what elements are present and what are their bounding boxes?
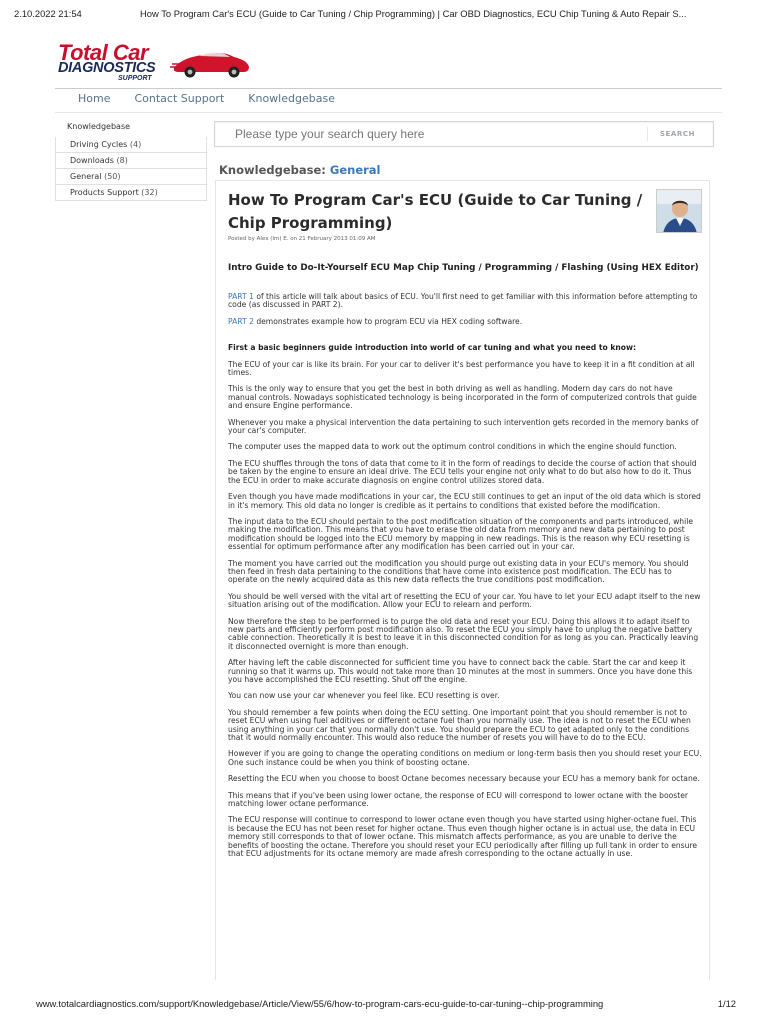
main-nav [78,92,359,105]
breadcrumb-category-link[interactable]: General [329,163,381,177]
sidebar-item-count: (8) [116,156,128,165]
article-paragraph: You should be well versed with the vital art of resetting the ECU of your car. You have to let your ECU adapt itself to the new situation arising out of the modification. Allow your ECU to relearn and perform. [228,591,701,610]
nav-top-divider [55,88,722,89]
article-paragraph: The input data to the ECU should pertain to the post modification situation of the components and parts introduced, while making the modification. This means that you have to erase the old data from memory and new data pertaining to post modification should be logged into the ECU memory by mapping in new readings. This is the reason why ECU resetting is essential for optimum performance after any modification has been carried out in your car. [228,516,694,552]
article-paragraph: Even though you have made modifications in your car, the ECU still continues to get an input of the old data which is stored in it's memory. This old data no longer is credible as it pertains to conditions that existed before the modification. [228,492,701,510]
car-logo-icon [170,46,252,80]
print-page-number: 1/12 [717,998,736,1009]
nav-home[interactable]: Home [78,92,111,105]
article-paragraph: You can now use your car whenever you feel like. ECU resetting is over. [228,691,500,701]
sidebar-item-label: Products Support [70,188,139,197]
part1-text: of this article will talk about basics of ECU. You'll first need to get familiar with this information before attempting to code (as discussed in PART 2). [228,292,698,310]
print-date: 2.10.2022 21:54 [14,8,82,19]
nav-knowledgebase[interactable]: Knowledgebase [248,92,335,105]
print-footer [14,998,754,1012]
article-paragraph: After having left the cable disconnected for sufficient time you have to connect back the cable. Start the car and keep it running so that it warms up. This would not take more than 10 minutes at the most in summers. Once you have done this you have accomplished the ECU resetting. Shut off the engine. [228,658,693,684]
sidebar [55,118,207,201]
print-header [14,8,754,22]
breadcrumb-prefix: Knowledgebase: [219,163,326,177]
search-button[interactable]: SEARCH [647,127,707,141]
part2-link[interactable]: PART 2 [228,316,254,326]
article [215,180,710,980]
article-paragraph: Resetting the ECU when you choose to boost Octane becomes necessary because your ECU has a memory bank for octane. [228,774,700,784]
search-bar [214,121,714,147]
sidebar-item-label: Downloads [70,156,114,165]
sidebar-item-products-support[interactable] [55,185,207,201]
sidebar-item-label: Driving Cycles [70,140,128,149]
article-subheading: First a basic beginners guide introduction into world of car tuning and what you need to know: [228,343,637,353]
article-body [228,263,702,867]
article-meta: Posted by Alex (Im) E. on 21 February 2013 01:09 AM [228,236,376,242]
sidebar-item-count: (50) [104,172,121,181]
sidebar-item-driving-cycles[interactable] [55,137,207,153]
author-avatar [656,189,702,233]
sidebar-item-downloads[interactable] [55,153,207,169]
article-paragraph: The ECU response will continue to correspond to lower octane even though you have started using higher-octane fuel. This is because the ECU has not been reset for higher octane. Thus even though higher octane is in actual use, the data in ECU memory still corresponds to that of lower octane. This mismatch affects performance, as you are unable to derive the benefits of boosting the octane. Therefore you should reset your ECU periodically after filling up full tank in order to ensure that ECU adjustments for its octane memory are made afresh corresponding to the octane actually in use. [228,815,698,859]
part2-text: demonstrates example how to program ECU via HEX coding software. [253,316,523,326]
part1-paragraph [228,293,702,310]
nav-contact-support[interactable]: Contact Support [134,92,225,105]
article-paragraph: The moment you have carried out the modification you should purge out existing data in your ECU's memory. You should then feed in fresh data pertaining to the conditions that have come into existence post modification. The ECU has to operate on the newly acquired data as this new data reflects the true conditions post modification. [228,558,689,585]
author-photo-icon [657,190,702,233]
sidebar-title: Knowledgebase [67,122,131,131]
article-paragraph: The ECU of your car is like its brain. For your car to deliver it's best performance you have to keep it in a fit condition at all times. [228,359,695,378]
print-title: How To Program Car's ECU (Guide to Car Tuning / Chip Programming) | Car OBD Diagnostics, ECU Chip Tuning & Auto Repair S... [140,8,687,19]
article-paragraph: You should remember a few points when doing the ECU setting. One important point that you should remember is not to reset ECU when using fuel additives or different octane fuel than you normally use. The idea is not to reset the ECU when using anything in your car that you normally don't use. You should prepare the ECU to get adapted only to the conditions that it would normally encounter. This would also reduce the number of resets you will have to do to the ECU. [228,707,691,743]
part1-link[interactable]: PART 1 [228,292,254,301]
article-paragraph: This is the only way to ensure that you get the best in both driving as well as handling. Modern day cars do not have manual controls. Nowadays sophisticated technology is being incorporated in the form of computerized controls that guide and ensure Engine performance. [228,384,697,411]
part2-paragraph [228,318,702,326]
nav-bottom-divider [55,112,722,113]
sidebar-item-count: (32) [141,188,158,197]
logo-line-2: DIAGNOSTICS [58,60,156,76]
search-input[interactable] [215,122,635,146]
print-url: www.totalcardiagnostics.com/support/Knowledgebase/Article/View/55/6/how-to-program-cars-ecu-guide-to-car-tuning--chip-programming [36,998,604,1009]
article-paragraph: This means that if you've been using lower octane, the response of ECU will correspond to lower octane with the booster matching lower octane performance. [228,790,688,809]
logo-line-1: Total Car [58,40,149,65]
article-paragraph: The computer uses the mapped data to work out the optimum control conditions in which the engine should function. [228,442,677,452]
sidebar-item-general[interactable] [55,169,207,185]
sidebar-item-label: General [70,172,102,181]
breadcrumb [219,163,381,177]
article-title: How To Program Car's ECU (Guide to Car Tuning / Chip Programming) [228,191,643,232]
article-paragraph: The ECU shuffles through the tons of data that come to it in the form of readings to decide the course of action that should be taken by the engine to ensure an ideal drive. The ECU tells your engine not only what to do but also how to do it. Thus the ECU in order to make accurate diagnosis on engine control utilizes stored data. [228,458,697,485]
article-paragraph: However if you are going to change the operating conditions on medium or long-term basis then you should reset your ECU. One such instance could be when you think of boosting octane. [228,749,702,767]
logo-line-3: SUPPORT [118,75,152,82]
article-paragraph: Now therefore the step to be performed is to purge the old data and reset your ECU. Doing this allows it to adapt itself to new parts and efficiently perform post modification also. To reset the ECU you simply have to unplug the negative battery cable connection. Theoretically it is best to leave it in this disconnected condition for as long as you can. Practically leaving it disconnected overnight is more than enough. [228,616,699,651]
sidebar-item-count: (4) [129,140,142,149]
article-paragraph: Whenever you make a physical intervention the data pertaining to such intervention gets recorded in the memory banks of your car's computer. [228,417,699,436]
site-logo[interactable] [58,40,258,84]
article-intro: Intro Guide to Do-It-Yourself ECU Map Chip Tuning / Programming / Flashing (Using HEX Editor) [228,263,699,273]
